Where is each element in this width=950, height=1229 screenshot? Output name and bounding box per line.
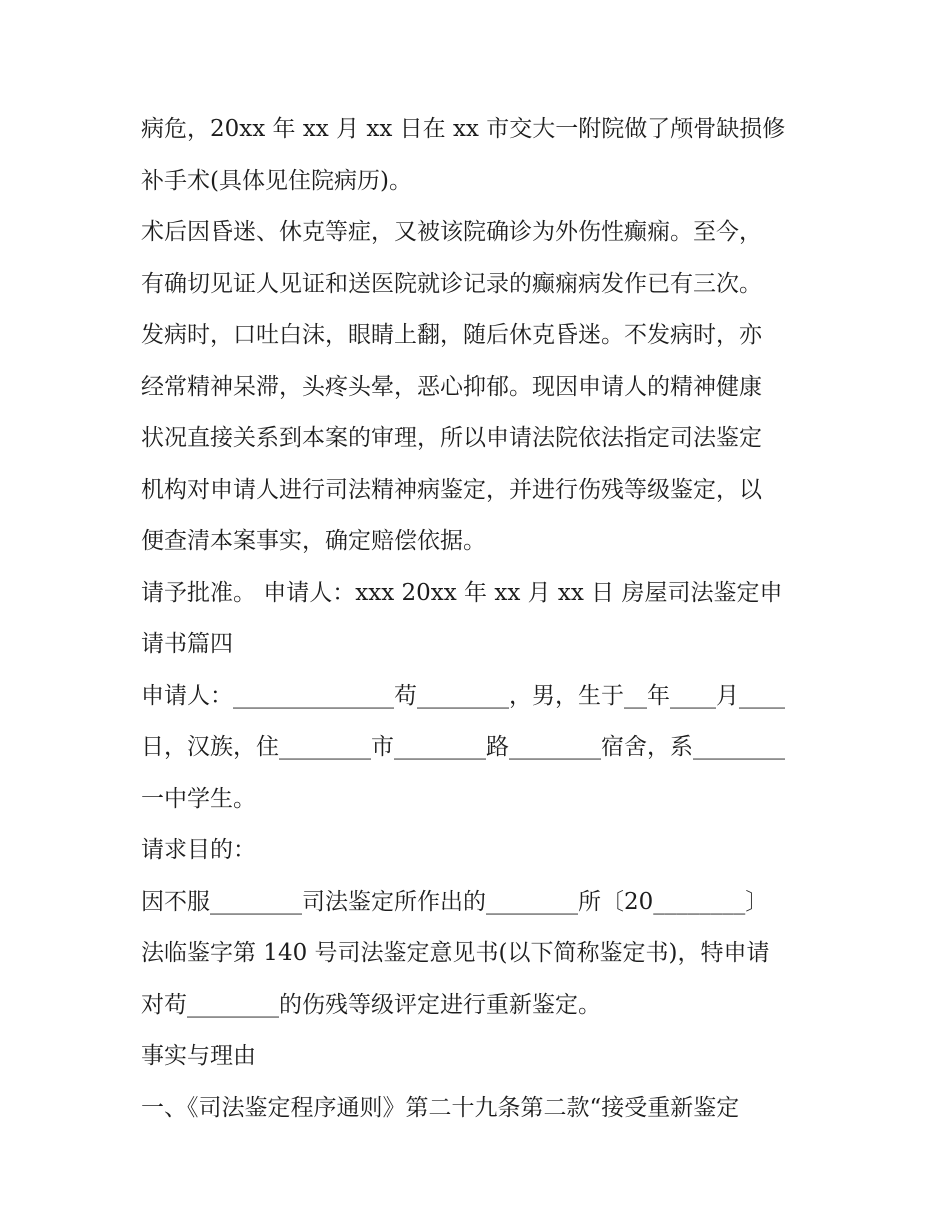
text-line: 病危，20xx 年 xx 月 xx 日在 xx 市交大一附院做了颅骨缺损修 [141,116,786,142]
text-line: 状况直接关系到本案的审理，所以申请法院依法指定司法鉴定 [141,425,762,451]
text-line: 事实与理由 [141,1043,256,1069]
text-line: 便查清本案事实，确定赔偿依据。 [141,528,486,554]
text-line: 因不服________司法鉴定所作出的________所〔20________〕 [141,888,769,915]
text-line: 请求目的： [141,837,256,863]
text-line: 机构对申请人进行司法精神病鉴定，并进行伤残等级鉴定，以 [141,476,762,503]
text-line: 术后因昏迷、休克等症，又被该院确诊为外伤性癫痫。至今， [141,219,762,245]
text-line: 法临鉴字第 140 号司法鉴定意见书(以下简称鉴定书)，特申请 [141,940,770,966]
document-body [141,107,821,1137]
text-line: 有确切见证人见证和送医院就诊记录的癫痫病发作已有三次。 [141,270,762,297]
text-line: 对苟________的伤残等级评定进行重新鉴定。 [141,991,601,1018]
text-line: 一中学生。 [141,785,256,812]
text-line: 申请人：______________苟________，男，生于__年____月____ [141,682,785,709]
text-line: 日，汉族，住________市________路________宿舍，系________ [141,734,785,760]
text-line: 请予批准。 申请人：xxx 20xx 年 xx 月 xx 日 房屋司法鉴定申 [141,579,783,606]
text-line: 补手术(具体见住院病历)。 [141,167,412,194]
text-line: 经常精神呆滞，头疼头晕，恶心抑郁。现因申请人的精神健康 [141,373,762,400]
text-line: 请书篇四 [141,631,233,657]
text-line: 发病时，口吐白沫，眼睛上翻，随后休克昏迷。不发病时，亦 [141,322,762,348]
text-line: 一、《司法鉴定程序通则》第二十九条第二款“接受重新鉴定 [141,1094,740,1121]
